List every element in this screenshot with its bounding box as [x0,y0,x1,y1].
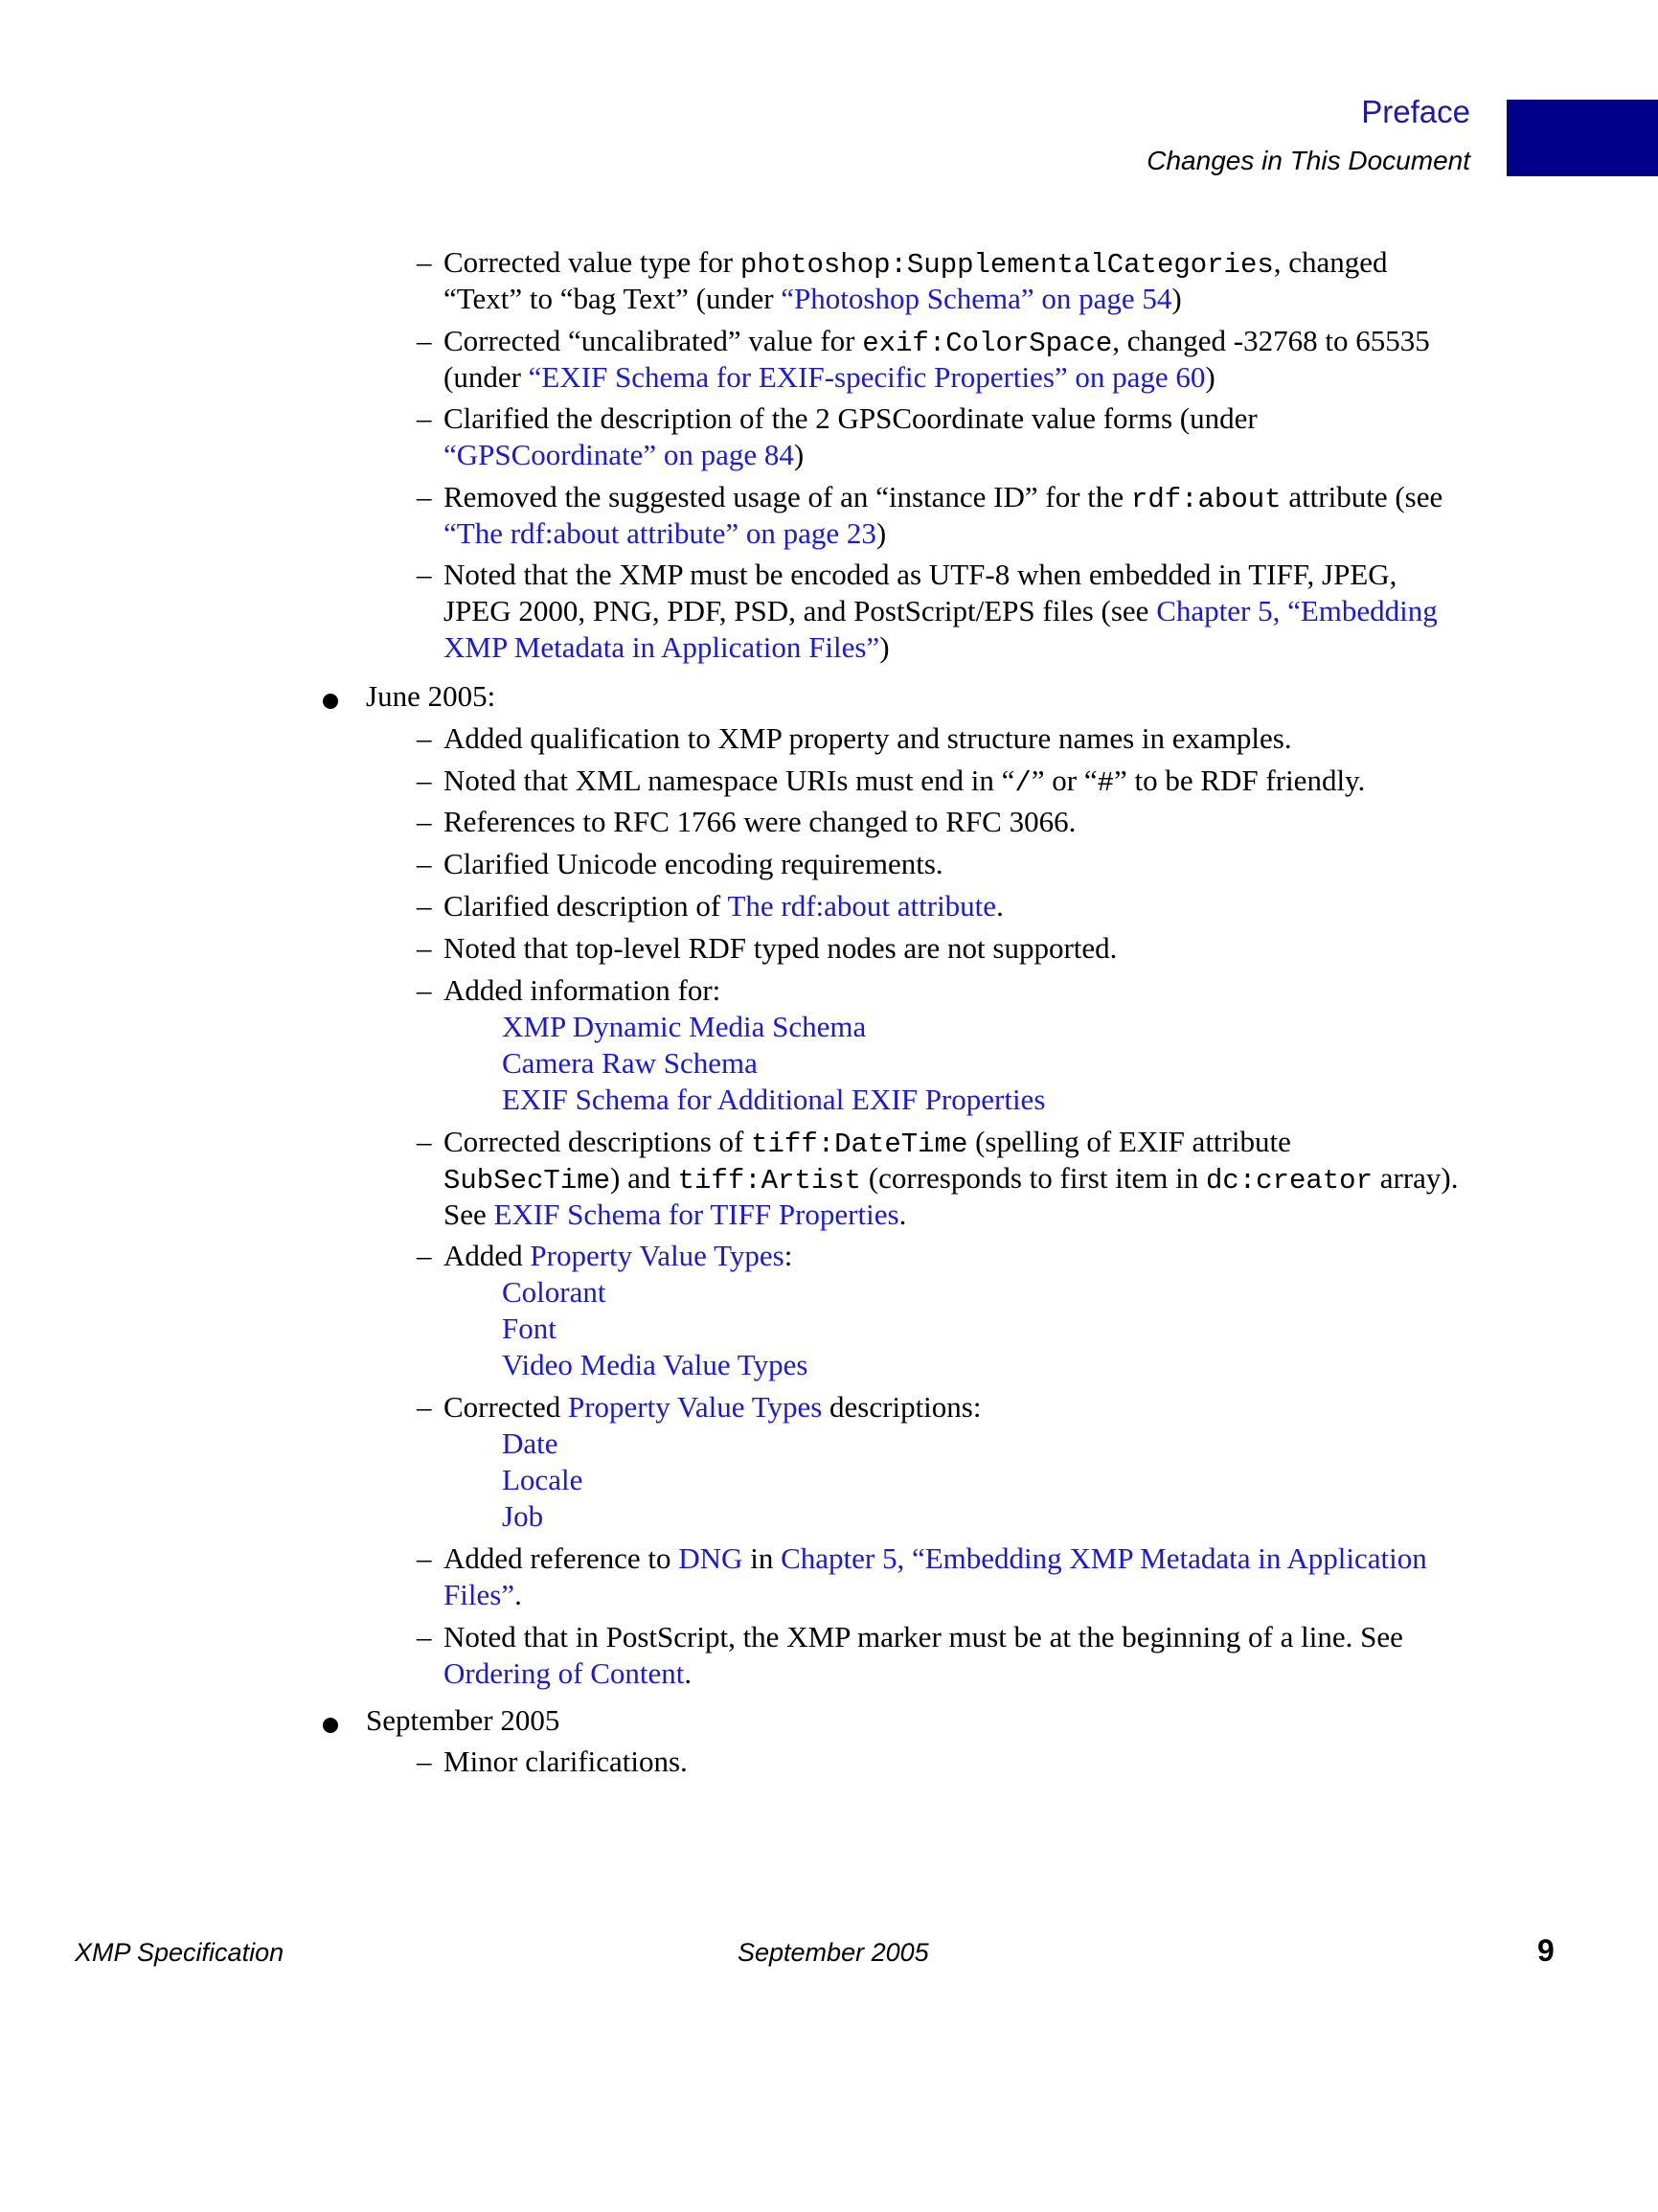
bullet-dot [323,1718,338,1733]
change-item: – [417,558,432,591]
dash: – [417,1745,432,1778]
link-chapter5[interactable]: Chapter 5, “Embedding [1156,594,1438,627]
june-item-5: Clarified description of The rdf:about attribute. [443,889,1004,923]
bullet-june-2005: June 2005: [366,679,496,713]
september-item-1: Minor clarifications. [443,1745,688,1778]
june-item-11: Added reference to DNG in Chapter 5, “Embedding XMP Metadata in Application [443,1541,1427,1575]
dash: – [417,973,432,1007]
change-item-text: “GPSCoordinate” on page 84) [443,438,805,471]
change-item-text: Removed the suggested usage of an “instance ID” for the rdf:about attribute (see [443,480,1443,515]
link-colorant[interactable]: Colorant [502,1275,606,1309]
june-item-12: Noted that in PostScript, the XMP marker must be at the beginning of a line. See [443,1620,1403,1653]
dash: – [417,847,432,880]
june-item-7: Added information for: [443,973,721,1007]
june-item-11-cont: Files”. [443,1578,522,1611]
dash: – [417,1239,432,1272]
link-ordering-of-content[interactable]: Ordering of Content [443,1656,685,1690]
link-font[interactable]: Font [502,1311,556,1345]
change-item-text: “Text” to “bag Text” (under “Photoshop Schema” on page 54) [443,282,1182,315]
change-item-text: Corrected “uncalibrated” value for exif:ColorSpace, changed -32768 to 65535 [443,324,1430,359]
june-item-10: Corrected Property Value Types descriptions: [443,1390,982,1424]
link-exif-schema-specific[interactable]: “EXIF Schema for EXIF-specific Properties” on page 60 [528,360,1206,394]
dash: – [417,931,432,965]
page-number: 9 [1537,1933,1555,1968]
june-item-4: Clarified Unicode encoding requirements. [443,847,943,880]
link-gpscoordinate[interactable]: “GPSCoordinate” on page 84 [443,438,794,471]
link-rdf-about[interactable]: The rdf:about attribute [727,889,997,923]
change-item-text: “The rdf:about attribute” on page 23) [443,516,887,550]
dash: – [417,805,432,838]
june-item-8: Corrected descriptions of tiff:DateTime (spelling of EXIF attribute [443,1125,1291,1160]
change-item: – [417,324,432,357]
dash: – [417,889,432,923]
footer-doc-title: XMP Specification [75,1938,284,1967]
change-item: – [417,480,432,513]
link-exif-additional[interactable]: EXIF Schema for Additional EXIF Properties [502,1083,1046,1116]
change-item-text: Noted that the XMP must be encoded as UTF-8 when embedded in TIFF, JPEG, [443,558,1397,591]
link-dng[interactable]: DNG [678,1541,743,1575]
link-video-media-value-types[interactable]: Video Media Value Types [502,1348,808,1381]
header-title: Preface [1361,94,1470,129]
bullet-dot [323,694,338,709]
link-property-value-types[interactable]: Property Value Types [530,1239,784,1272]
link-date[interactable]: Date [502,1426,558,1460]
june-item-3: References to RFC 1766 were changed to RFC 3066. [443,805,1077,838]
change-item-text: (under “EXIF Schema for EXIF-specific Properties” on page 60) [443,360,1215,394]
link-locale[interactable]: Locale [502,1463,583,1496]
header-subtitle: Changes in This Document [1147,146,1470,175]
bullet-september-2005: September 2005 [366,1703,560,1737]
change-item-text: XMP Metadata in Application Files”) [443,630,890,664]
change-item: – [417,401,432,435]
dash: – [417,1125,432,1158]
june-item-1: Added qualification to XMP property and structure names in examples. [443,721,1292,755]
change-item-text: JPEG 2000, PNG, PDF, PSD, and PostScript/EPS files (see Chapter 5, “Embedding [443,594,1438,627]
link-xmp-dynamic-media[interactable]: XMP Dynamic Media Schema [502,1010,867,1043]
link-property-value-types-2[interactable]: Property Value Types [567,1390,823,1424]
change-item-text: Corrected value type for photoshop:SupplementalCategories, changed [443,245,1388,281]
section-tab-block [1507,100,1658,176]
june-item-6: Noted that top-level RDF typed nodes are not supported. [443,931,1118,965]
link-rdf-about-page23[interactable]: “The rdf:about attribute” on page 23 [443,516,876,550]
dash: – [417,1620,432,1653]
link-chapter5-cont[interactable]: XMP Metadata in Application Files” [443,630,880,664]
dash: – [417,1541,432,1575]
link-exif-tiff[interactable]: EXIF Schema for TIFF Properties [493,1197,899,1231]
footer-date: September 2005 [738,1938,929,1967]
june-item-2: Noted that XML namespace URIs must end in “/” or “#” to be RDF friendly. [443,764,1366,799]
link-camera-raw[interactable]: Camera Raw Schema [502,1046,758,1080]
june-item-12-cont: Ordering of Content. [443,1656,693,1690]
link-job[interactable]: Job [502,1499,544,1533]
dash: – [417,764,432,797]
change-item: – [417,245,432,279]
dash: – [417,1390,432,1424]
june-item-8-cont2: See EXIF Schema for TIFF Properties. [443,1197,907,1231]
link-photoshop-schema[interactable]: “Photoshop Schema” on page 54 [781,282,1172,315]
link-chapter5-b-cont[interactable]: Files” [443,1578,515,1611]
change-item-text: Clarified the description of the 2 GPSCoordinate value forms (under [443,401,1258,435]
dash: – [417,721,432,755]
june-item-9: Added Property Value Types: [443,1239,793,1272]
link-chapter5-b[interactable]: Chapter 5, “Embedding XMP Metadata in Application [781,1541,1427,1575]
june-item-8-cont: SubSecTime) and tiff:Artist (corresponds to first item in dc:creator array). [443,1161,1459,1197]
